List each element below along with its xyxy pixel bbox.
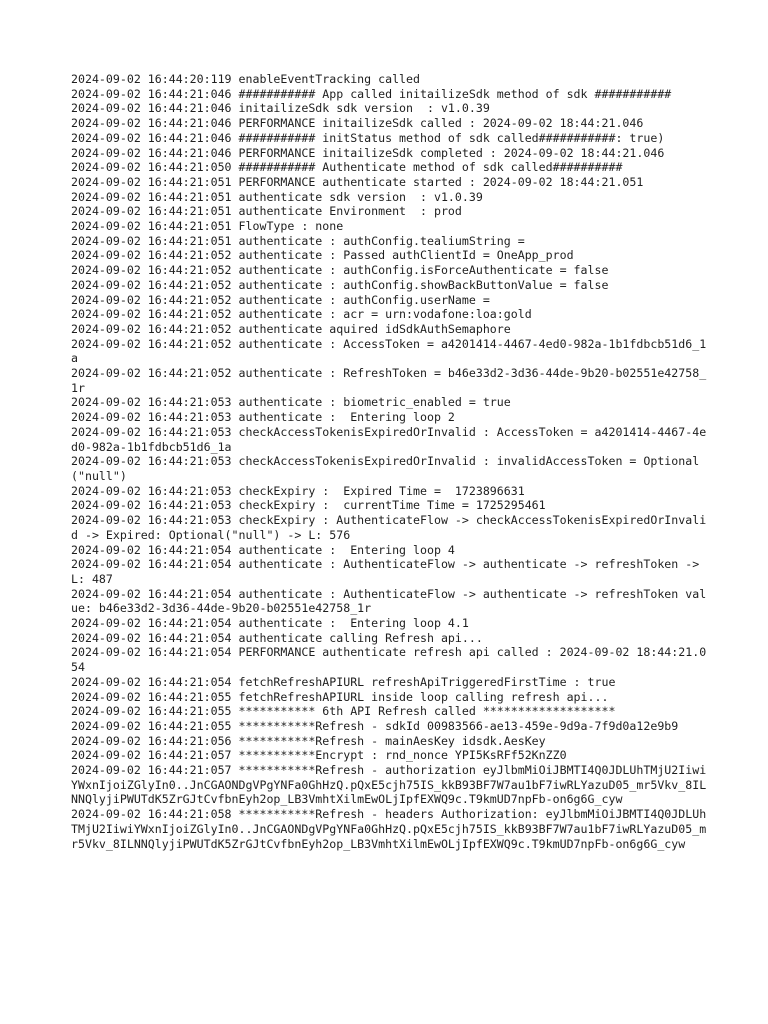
log-line: 2024-09-02 16:44:21:053 checkExpiry : Expired Time = 1723896631: [71, 483, 525, 498]
log-line: 2024-09-02 16:44:21:054 authenticate : Entering loop 4: [71, 542, 455, 557]
log-line: 2024-09-02 16:44:21:053 checkAccessTokenisExpiredOrInvalid : AccessToken = a4201414-4467-4ed0-982a-1b1fdbcb51d6_1a: [71, 424, 707, 454]
log-line: 2024-09-02 16:44:21:054 fetchRefreshAPIURL refreshApiTriggeredFirstTime : true: [71, 674, 616, 689]
log-line: 2024-09-02 16:44:21:055 fetchRefreshAPIURL inside loop calling refresh api...: [71, 689, 609, 704]
log-line: 2024-09-02 16:44:21:057 ***********Refresh - authorization eyJlbmMiOiJBMTI4Q0JDLUhTMjU2IiwiYWxnIjoiZGlyIn0..JnCGAONDgVPgYNFa0GhHzQ.pQxE5cjh75IS_kkB93BF7W7au1bF7iwRLYazuD05_mr5Vkv_8ILNNQlyjiPWUTdK5ZrGJtCvfbnEyh2op_LB3VmhtXilmEwOLjIpfEXWQ9c.T9kmUD7npFb-on6g6G_cyw: [71, 763, 707, 807]
log-text: [71, 72, 711, 851]
log-line: 2024-09-02 16:44:21:051 PERFORMANCE authenticate started : 2024-09-02 18:44:21.051: [71, 174, 644, 189]
log-line: 2024-09-02 16:44:21:052 authenticate : authConfig.showBackButtonValue = false: [71, 277, 609, 292]
log-line: 2024-09-02 16:44:21:052 authenticate : RefreshToken = b46e33d2-3d36-44de-9b20-b02551e42758_1r: [71, 366, 707, 395]
log-line: 2024-09-02 16:44:21:055 *********** 6th API Refresh called *******************: [71, 704, 616, 719]
log-line: 2024-09-02 16:44:21:051 authenticate sdk version : v1.0.39: [71, 189, 483, 204]
log-line: 2024-09-02 16:44:21:058 ***********Refresh - headers Authorization: eyJlbmMiOiJBMTI4Q0JDLUhTMjU2IiwiYWxnIjoiZGlyIn0..JnCGAONDgVPgYNFa0GhHzQ.pQxE5cjh75IS_kkB93BF7W7au1bF7iwRLYazuD05_mr5Vkv_8ILNNQlyjiPWUTdK5ZrGJtCvfbnEyh2op_LB3VmhtXilmEwOLjIpfEXWQ9c.T9kmUD7npFb-on6g6G_cyw: [71, 807, 707, 851]
log-line: 2024-09-02 16:44:20:119 enableEventTracking called: [71, 72, 421, 86]
log-line: 2024-09-02 16:44:21:052 authenticate : authConfig.userName =: [71, 292, 490, 307]
log-line: 2024-09-02 16:44:21:051 authenticate Environment : prod: [71, 204, 462, 219]
log-line: 2024-09-02 16:44:21:046 ########### initStatus method of sdk called###########: true): [71, 130, 665, 145]
log-line: 2024-09-02 16:44:21:052 authenticate : authConfig.isForceAuthenticate = false: [71, 263, 609, 278]
log-line: 2024-09-02 16:44:21:046 ########### App called initailizeSdk method of sdk ###########: [71, 86, 672, 101]
log-line: 2024-09-02 16:44:21:051 FlowType : none: [71, 219, 344, 234]
log-line: 2024-09-02 16:44:21:053 checkExpiry : currentTime Time = 1725295461: [71, 498, 546, 513]
log-line: 2024-09-02 16:44:21:055 ***********Refresh - sdkId 00983566-ae13-459e-9d9a-7f9d0a12e9b9: [71, 718, 679, 733]
log-line: 2024-09-02 16:44:21:051 authenticate : authConfig.tealiumString =: [71, 233, 525, 248]
log-line: 2024-09-02 16:44:21:050 ########### Authenticate method of sdk called##########: [71, 160, 623, 175]
log-line: 2024-09-02 16:44:21:053 checkExpiry : AuthenticateFlow -> checkAccessTokenisExpiredOrInvalid -> Expired: Optional("null") -> L: 576: [71, 513, 707, 542]
log-line: 2024-09-02 16:44:21:046 PERFORMANCE initailizeSdk called : 2024-09-02 18:44:21.046: [71, 116, 644, 131]
log-line: 2024-09-02 16:44:21:056 ***********Refresh - mainAesKey idsdk.AesKey: [71, 733, 546, 748]
log-line: 2024-09-02 16:44:21:054 authenticate : AuthenticateFlow -> authenticate -> refreshToken value: b46e33d2-3d36-44de-9b20-b02551e42758_1r: [71, 586, 707, 616]
log-line: 2024-09-02 16:44:21:052 authenticate : Passed authClientId = OneApp_prod: [71, 248, 574, 263]
log-line: 2024-09-02 16:44:21:052 authenticate : AccessToken = a4201414-4467-4ed0-982a-1b1fdbcb51d6_1a: [71, 336, 707, 366]
log-line: 2024-09-02 16:44:21:057 ***********Encrypt : rnd_nonce YPI5KsRFf52KnZZ0: [71, 748, 567, 763]
log-line: 2024-09-02 16:44:21:054 authenticate : Entering loop 4.1: [71, 616, 469, 631]
log-line: 2024-09-02 16:44:21:053 checkAccessTokenisExpiredOrInvalid : invalidAccessToken = Optional("null"): [71, 454, 700, 483]
log-line: 2024-09-02 16:44:21:046 initailizeSdk sdk version : v1.0.39: [71, 101, 490, 116]
log-line: 2024-09-02 16:44:21:053 authenticate : biometric_enabled = true: [71, 395, 511, 410]
log-line: 2024-09-02 16:44:21:046 PERFORMANCE initailizeSdk completed : 2024-09-02 18:44:21.046: [71, 145, 665, 160]
log-line: 2024-09-02 16:44:21:052 authenticate : acr = urn:vodafone:loa:gold: [71, 307, 532, 322]
log-line: 2024-09-02 16:44:21:053 authenticate : Entering loop 2: [71, 410, 455, 425]
log-line: 2024-09-02 16:44:21:054 authenticate : AuthenticateFlow -> authenticate -> refreshToken -> L: 487: [71, 557, 707, 586]
log-line: 2024-09-02 16:44:21:054 authenticate calling Refresh api...: [71, 630, 483, 645]
log-line: 2024-09-02 16:44:21:054 PERFORMANCE authenticate refresh api called : 2024-09-02 18:44:21.054: [71, 645, 707, 675]
log-line: 2024-09-02 16:44:21:052 authenticate aquired idSdkAuthSemaphore: [71, 321, 511, 336]
